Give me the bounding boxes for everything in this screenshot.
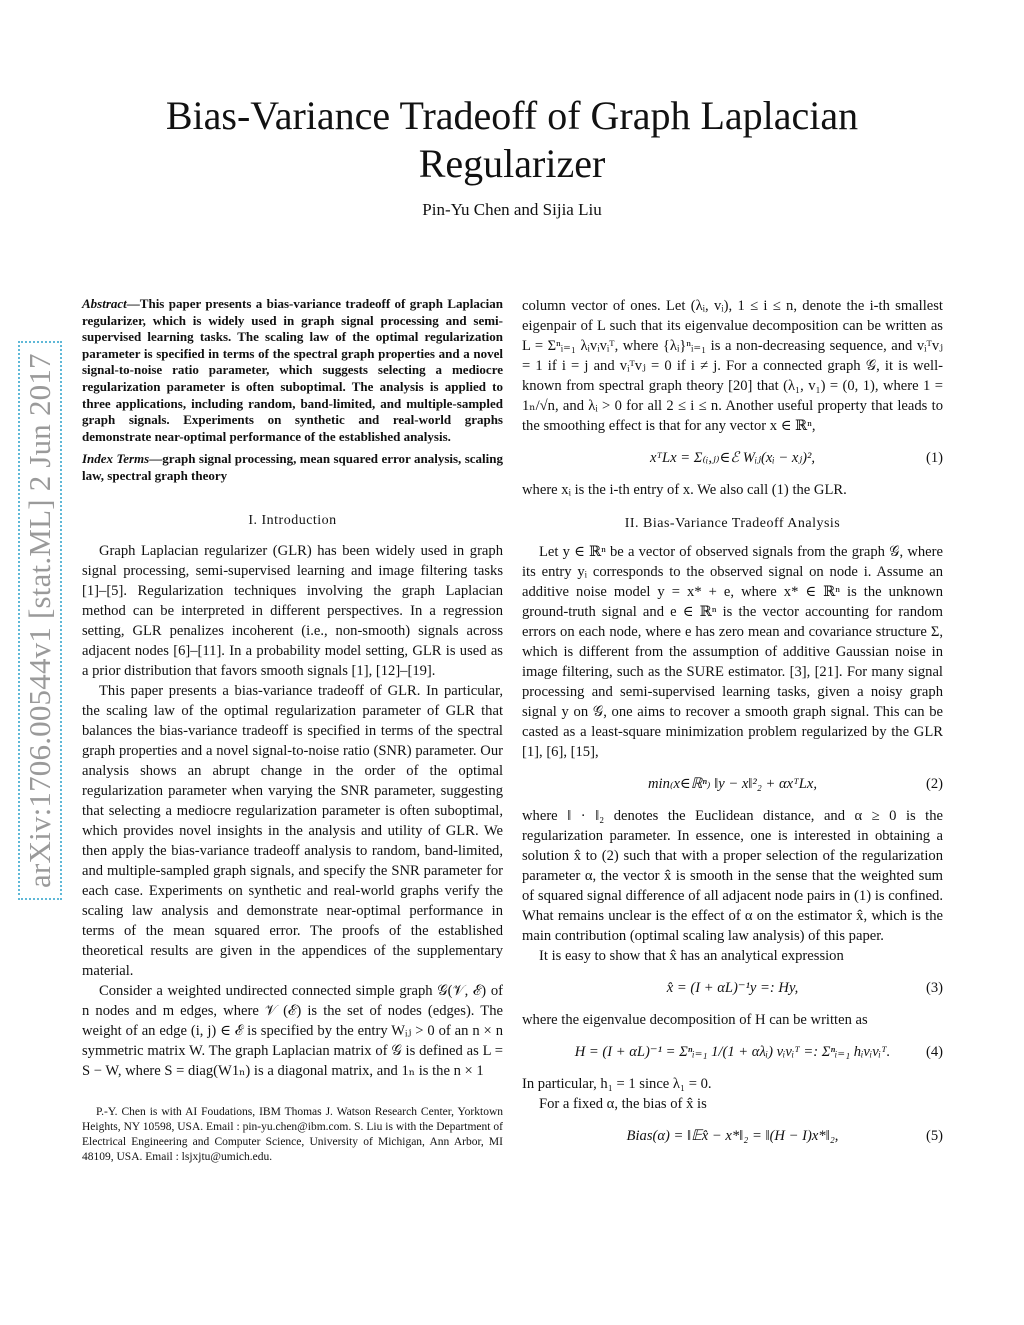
right-paragraph-7: In particular, h₁ = 1 since λ₁ = 0. bbox=[522, 1076, 712, 1092]
right-column bbox=[522, 296, 943, 1158]
equation-5 bbox=[522, 1126, 943, 1146]
intro-paragraph-1: Graph Laplacian regularizer (GLR) has been widely used in graph signal processing, semi-supervised learning and image filtering tasks [1]–[5]. Regularization techniques involving the graph Laplacian method can be interpreted in different perspectives. In a regression setting, GLR penalizes incoherent (i.e., non-smooth) signals across adjacent nodes [6]–[11]. In a probability model setting, GLR is used as a prior distribution that favors smooth signals [1], [12]–[19]. bbox=[82, 542, 503, 679]
left-column bbox=[82, 296, 503, 1165]
right-paragraph-3: Let y ∈ ℝⁿ be a vector of observed signals from the graph 𝒢, where its entry yᵢ corresponds to the observed signal on node i. Assume an additive noise model y = x* + e, where x* ∈ ℝⁿ is the unknown ground-truth signal and e ∈ ℝⁿ is the vector accounting for random errors on each node, where e has zero mean and covariance structure Σ, which is different from the assumption of additive Gaussian noise in image filtering, such as the SURE estimator. [3], [21]. For many signal processing and semi-supervised learning tasks, given a noisy graph signal y on 𝒢, one aims to recover a smooth graph signal. This can be casted as a least-square minimization problem regularized by the GLR [1], [6], [15], bbox=[522, 544, 943, 760]
section-heading-bias-variance: II. Bias-Variance Tradeoff Analysis bbox=[624, 516, 841, 531]
abstract-text: —This paper presents a bias-variance tradeoff of graph Laplacian regularizer, which is widely used in graph signal processing and semi-supervised learning tasks. The scaling law of the optimal regularization parameter is specified in terms of the spectral graph properties and a novel signal-to-noise ratio parameter, which suggests selecting a mediocre regularization parameter is often suboptimal. The analysis is applied to three applications, including random, band-limited, and multiple-sampled graph signals. Experiments on synthetic and real-world graphs demonstrate near-optimal performance of the established analysis. bbox=[82, 296, 503, 444]
authors: Pin-Yu Chen and Sijia Liu bbox=[422, 200, 602, 219]
equation-5-body: Bias(α) = ‖𝔼x̂ − x*‖₂ = ‖(H − I)x*‖₂, bbox=[626, 1128, 839, 1144]
right-paragraph-1: column vector of ones. Let (λᵢ, vᵢ), 1 ≤ i ≤ n, denote the i-th smallest eigenpair of L such that its eigenvalue decomposition can be written as L = Σⁿᵢ₌₁ λᵢvᵢvᵢᵀ, where {λᵢ}ⁿᵢ₌₁ is a non-decreasing sequence, and vᵢᵀvⱼ = 1 if i = j and vᵢᵀvⱼ = 0 if i ≠ j. For a connected graph 𝒢, it is well-known from spectral graph theory [20] that (λ₁, v₁) = (0, 1), where 1 = 1ₙ/√n, and λᵢ > 0 for all 2 ≤ i ≤ n. Another useful property that leads to the smoothing effect is that for any vector x ∈ ℝⁿ, bbox=[522, 298, 943, 434]
paper-title bbox=[0, 92, 1024, 188]
right-paragraph-5: It is easy to show that x̂ has an analytical expression bbox=[539, 948, 844, 964]
arxiv-stamp[interactable]: arXiv:1706.00544v1 [stat.ML] 2 Jun 2017 bbox=[18, 341, 62, 900]
equation-4-number: (4) bbox=[925, 1044, 943, 1060]
right-paragraph-2: where xᵢ is the i-th entry of x. We also call (1) the GLR. bbox=[522, 482, 847, 498]
right-paragraph-8: For a fixed α, the bias of x̂ is bbox=[539, 1096, 707, 1112]
equation-4-body: H = (I + αL)⁻¹ = Σⁿᵢ₌₁ 1/(1 + αλᵢ) vᵢvᵢᵀ =: Σⁿᵢ₌₁ hᵢvᵢvᵢᵀ. bbox=[574, 1044, 891, 1060]
right-paragraph-4: where ‖ · ‖₂ denotes the Euclidean distance, and α ≥ 0 is the regularization parameter. In essence, one is interested in obtaining a solution x̂ to (2) such that with a proper selection of the regularization parameter α, the vector x̂ is smooth in the sense that the weighted sum of squared signal difference of all adjacent node pairs in (1) is confined. What remains unclear is the effect of α on the estimator x̂, which is the main contribution (optimal scaling law analysis) of this paper. bbox=[522, 808, 943, 944]
title-line-2: Regularizer bbox=[418, 141, 606, 186]
equation-3-body: x̂ = (I + αL)⁻¹y =: Hy, bbox=[666, 980, 799, 996]
section-heading-introduction: I. Introduction bbox=[248, 512, 337, 528]
equation-3-number: (3) bbox=[925, 980, 943, 996]
abstract bbox=[82, 296, 503, 445]
equation-2 bbox=[522, 774, 943, 794]
index-terms bbox=[82, 451, 503, 484]
equation-1-body: xᵀLx = Σ₍ᵢ,ⱼ₎∈ℰ Wᵢⱼ(xᵢ − xⱼ)², bbox=[649, 450, 816, 466]
right-paragraph-6: where the eigenvalue decomposition of H can be written as bbox=[522, 1012, 868, 1028]
equation-1-number: (1) bbox=[925, 450, 943, 466]
equation-3 bbox=[522, 978, 943, 998]
equation-2-number: (2) bbox=[925, 776, 943, 792]
title-line-1: Bias-Variance Tradeoff of Graph Laplacian bbox=[165, 93, 859, 138]
index-terms-text: —graph signal processing, mean squared error analysis, scaling law, spectral graph theory bbox=[82, 451, 504, 483]
abstract-label: Abstract bbox=[82, 296, 127, 311]
equation-4 bbox=[522, 1042, 943, 1062]
index-terms-label: Index Terms bbox=[82, 451, 150, 467]
intro-paragraph-2: This paper presents a bias-variance tradeoff of GLR. In particular, the scaling law of the optimal regularization parameter of GLR that balances the bias-variance tradeoff is specified in terms of the spectral graph properties and a novel signal-to-noise ratio (SNR) parameter. Our analysis shows an abrupt change in the order of the optimal regularization parameter when varying the SNR parameter, suggesting that selecting a mediocre regularization parameter is often suboptimal, which provides novel insights in the analysis and utility of GLR. We then apply the bias-variance tradeoff analysis to random, band-limited, and multiple-sampled graph signals, and specify the SNR parameter for each case. Experiments on synthetic and real-world graphs verify the scaling law analysis and demonstrate near-optimal performance in terms of the mean squared error. The proofs of the established theoretical results are given in the appendices of the supplementary material. bbox=[82, 682, 503, 979]
equation-1 bbox=[522, 448, 943, 468]
footnote: P.-Y. Chen is with AI Foudations, IBM Thomas J. Watson Research Center, Yorktown Heights, NY 10598, USA. Email : pin-yu.chen@ibm.com. S. Liu is with the Department of Electrical Engineering and Computer Science, University of Michigan, Ann Arbor, MI 48109, USA. Email : lsjxjtu@umich.edu. bbox=[82, 1105, 503, 1163]
intro-paragraph-3: Consider a weighted undirected connected simple graph 𝒢(𝒱, ℰ) of n nodes and m edges, where 𝒱 (ℰ) is the set of nodes (edges). The weight of an edge (i, j) ∈ ℰ is specified by the entry Wᵢⱼ > 0 of an n × n symmetric matrix W. The graph Laplacian matrix of 𝒢 is defined as L = S − W, where S = diag(W1ₙ) is a diagonal matrix, and 1ₙ is the n × 1 bbox=[82, 982, 503, 1079]
equation-2-body: min₍x∈ℝⁿ₎ ‖y − x‖²₂ + αxᵀLx, bbox=[647, 776, 818, 792]
equation-5-number: (5) bbox=[925, 1128, 943, 1144]
